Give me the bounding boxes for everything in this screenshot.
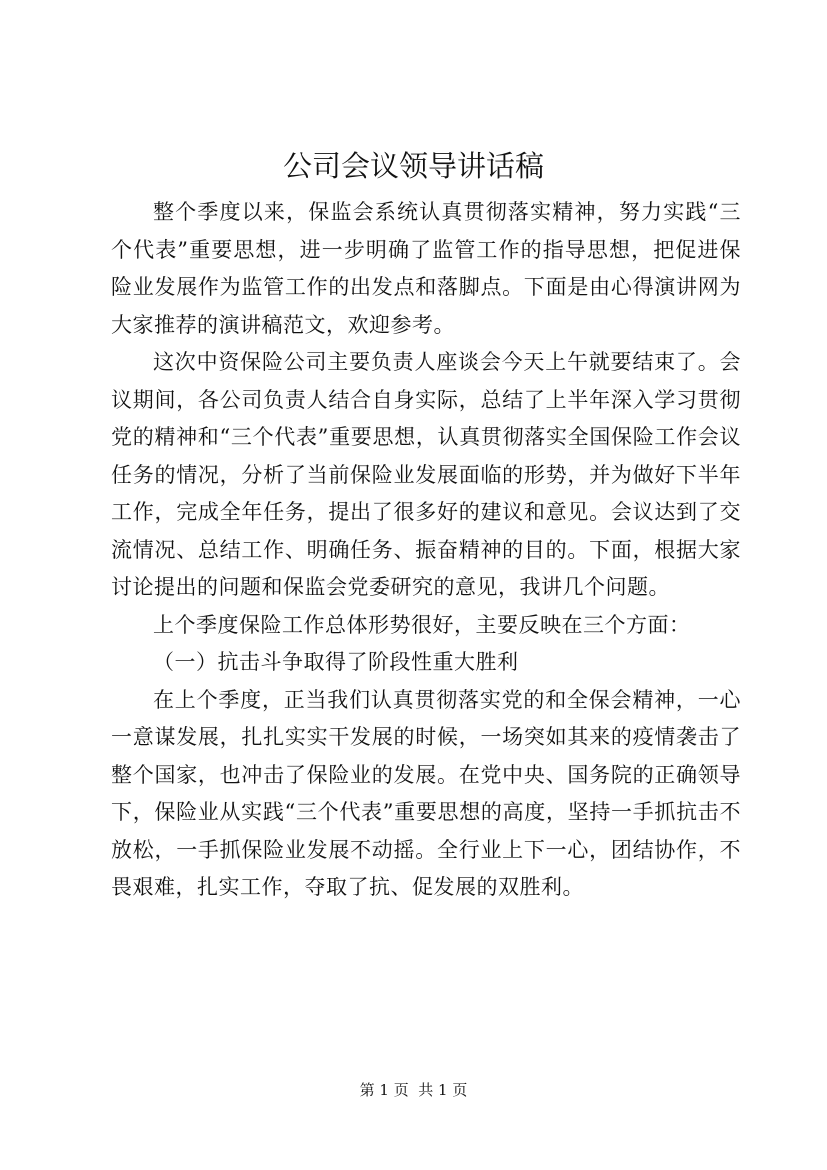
section-heading-1: （一）抗击斗争取得了阶段性重大胜利 [153, 650, 519, 674]
document-body [111, 194, 741, 907]
page-number-label: 第 1 页 共 1 页 [359, 1081, 468, 1099]
paragraph-overview: 上个季度保险工作总体形势很好，主要反映在三个方面： [153, 612, 691, 637]
paragraph-meeting-summary: 这次中资保险公司主要负责人座谈会今天上午就要结束了。会议期间，各公司负责人结合自身实际，总结了上半年深入学习贯彻党的精神和“三个代表”重要思想，认真贯彻落实全国保险工作会议任务的情况，分析了当前保险业发展面临的形势，并为做好下半年工作，完成全年任务，提出了很多好的建议和意见。会议达到了交流情况、总结工作、明确任务、振奋精神的目的。下面，根据大家讨论提出的问题和保监会党委研究的意见，我讲几个问题。 [111, 350, 741, 599]
page-footer [0, 1080, 827, 1100]
paragraph-section-1: 在上个季度，正当我们认真贯彻落实党的和全保会精神，一心一意谋发展，扎扎实实干发展的时候，一场突如其来的疫情袭击了整个国家，也冲击了保险业的发展。在党中央、国务院的正确领导下，保险业从实践“三个代表”重要思想的高度，坚持一手抓抗击不放松，一手抓保险业发展不动摇。全行业上下一心，团结协作，不畏艰难，扎实工作，夺取了抗、促发展的双胜利。 [111, 687, 741, 899]
paragraph-intro: 整个季度以来，保监会系统认真贯彻落实精神，努力实践“三个代表”重要思想，进一步明确了监管工作的指导思想，把促进保险业发展作为监管工作的出发点和落脚点。下面是由心得演讲网为大家推荐的演讲稿范文，欢迎参考。 [111, 200, 741, 337]
document-title: 公司会议领导讲话稿 [282, 149, 544, 183]
